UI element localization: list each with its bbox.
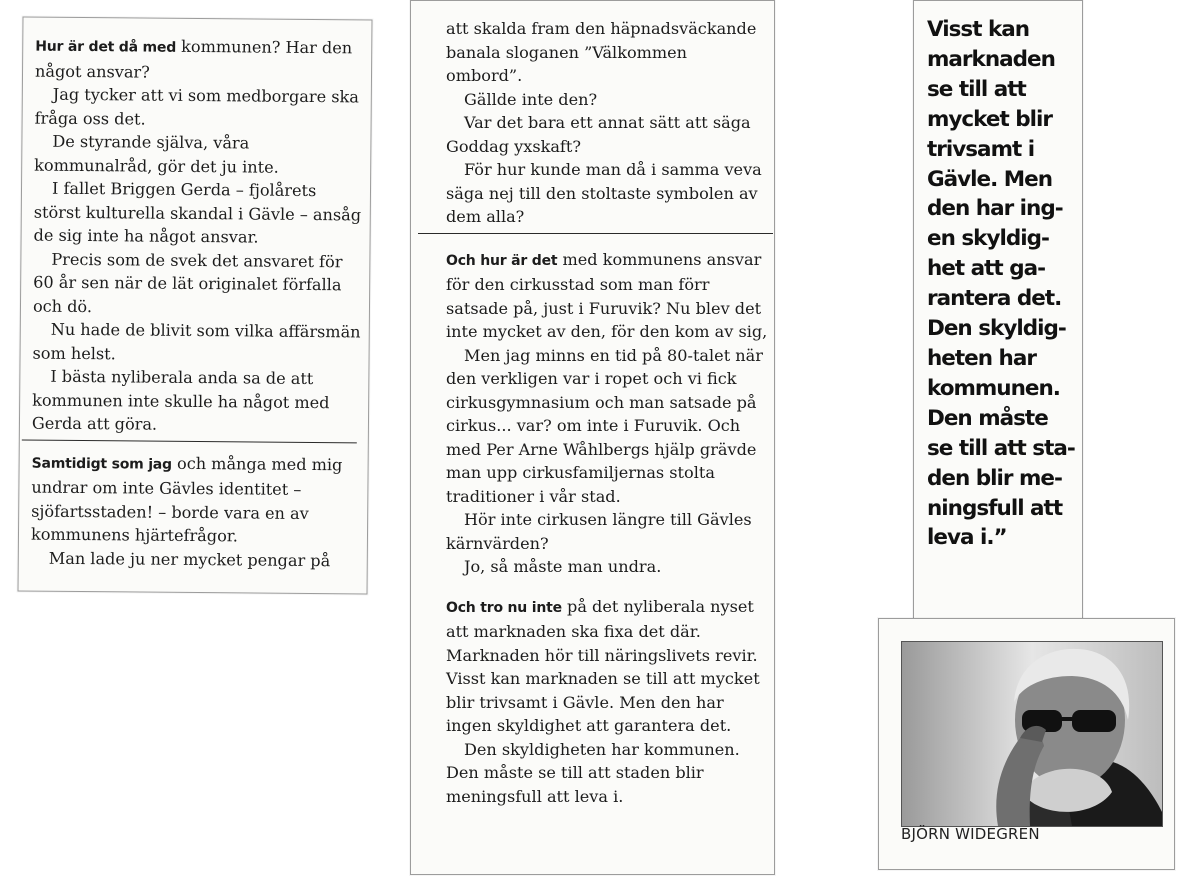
paragraph: Jo, så måste man undra. [464, 557, 662, 576]
pull-quote-line: heten har [927, 345, 1036, 371]
paragraph: I bästa nyliberala anda sa de att kommunen inte skulle ha något med Gerda att göra. [31, 366, 330, 434]
paragraph: För hur kunde man då i samma veva säga nej till den stoltaste symbolen av dem alla? [446, 160, 762, 226]
paragraph-text: med kommunens ansvar för den cirkusstad som man förr satsade på, just i Furuvik? Nu blev det inte mycket av den, för den kom av sig, [446, 249, 768, 341]
article-clipping-2 [410, 0, 775, 875]
paragraph-text: på det nyliberala nyset att marknaden ska fixa det där. Marknaden hör till näringslivets revir. Visst kan marknaden se till att mycket blir trivsamt i Gävle. Men den har ingen skyldighet att garantera det. [446, 596, 760, 735]
paragraph: Var det bara ett annat sätt att säga Goddag yxskaft? [446, 113, 751, 156]
pull-quote-line: trivsamt i [927, 136, 1035, 162]
paragraph: Man lade ju ner mycket pengar på [48, 548, 331, 570]
pull-quote-line: marknaden [927, 46, 1055, 72]
pull-quote-line: het att ga- [927, 256, 1046, 282]
kicker: Och tro nu inte [446, 599, 562, 616]
pull-quote-line: kommunen. [927, 375, 1060, 401]
spacer [446, 579, 768, 595]
author-photo [901, 641, 1163, 827]
article-column-1 [31, 34, 366, 573]
pull-quote-line: se till att sta- [927, 435, 1075, 461]
paragraph: Nu hade de blivit som vilka affärsmän som helst. [32, 319, 361, 363]
paragraph: I fallet Briggen Gerda – fjolårets störst kulturella skandal i Gävle – ansåg de sig inte ha något ansvar. [33, 178, 362, 247]
pull-quote-line: leva i.” [927, 525, 1007, 551]
paragraph [446, 595, 768, 738]
pull-quote-line: Gävle. Men [927, 166, 1053, 192]
author-portrait-image [902, 642, 1162, 826]
paragraph: Men jag minns en tid på 80-talet när den verkligen var i ropet och vi fick cirkusgymnasium och man satsade på cirkus... var? om inte i Furuvik. Och med Per Arne Wåhlbergs hjälp grävde man upp cirkusfamiljernas stolta traditioner i vår stad. [446, 345, 763, 506]
paragraph-text: kommunen? Har den något ansvar? [34, 36, 353, 82]
paragraph: Den skyldigheten har kommunen. Den måste se till att staden blir meningsfull att leva i. [446, 739, 740, 806]
pull-quote-line: mycket blir [927, 106, 1052, 132]
paragraph: Gällde inte den? [464, 89, 598, 109]
pull-quote-line: rantera det. [927, 286, 1062, 312]
paragraph [31, 450, 362, 549]
paragraph: Jag tycker att vi som medborgare ska fråga oss det. [34, 84, 359, 129]
pull-quote-line: Den måste [927, 405, 1048, 431]
author-photo-clipping [878, 618, 1175, 870]
section-divider [418, 233, 773, 234]
paragraph [446, 248, 768, 344]
paragraph: att skalda fram den häpnadsväckande banala sloganen ”Välkommen ombord”. [446, 19, 757, 85]
pull-quote-line: Visst kan [927, 17, 1030, 42]
author-byline: BJÖRN WIDEGREN [901, 825, 1040, 843]
article-clipping-1 [17, 16, 372, 594]
pull-quote-line: den blir me- [927, 465, 1062, 491]
paragraph [35, 34, 365, 86]
pull-quote-line: den har ing- [927, 196, 1063, 222]
paragraph: Precis som de svek det ansvaret för 60 år sen när de lät originalet förfalla och dö. [32, 249, 343, 316]
pull-quote-line: en skyldig- [927, 226, 1049, 252]
article-column-2 [446, 17, 768, 808]
pull-quote-line: se till att [927, 76, 1026, 102]
pull-quote-line: ningsfull att [927, 495, 1063, 521]
paragraph: De styrande själva, våra kommunalråd, gör det ju inte. [34, 131, 279, 177]
pull-quote [927, 15, 1082, 553]
kicker: Och hur är det [446, 252, 558, 269]
paragraph-text: och många med mig undrar om inte Gävles identitet – sjöfartsstaden! – borde vara en av kommunens hjärtefrågor. [30, 453, 343, 546]
section-divider [22, 439, 357, 443]
kicker: Hur är det då med [35, 38, 177, 56]
paragraph: Hör inte cirkusen längre till Gävles kärnvärden? [446, 510, 752, 553]
kicker: Samtidigt som jag [31, 455, 172, 473]
pull-quote-line: Den skyldig- [927, 316, 1066, 342]
pull-quote-clipping [913, 0, 1083, 625]
